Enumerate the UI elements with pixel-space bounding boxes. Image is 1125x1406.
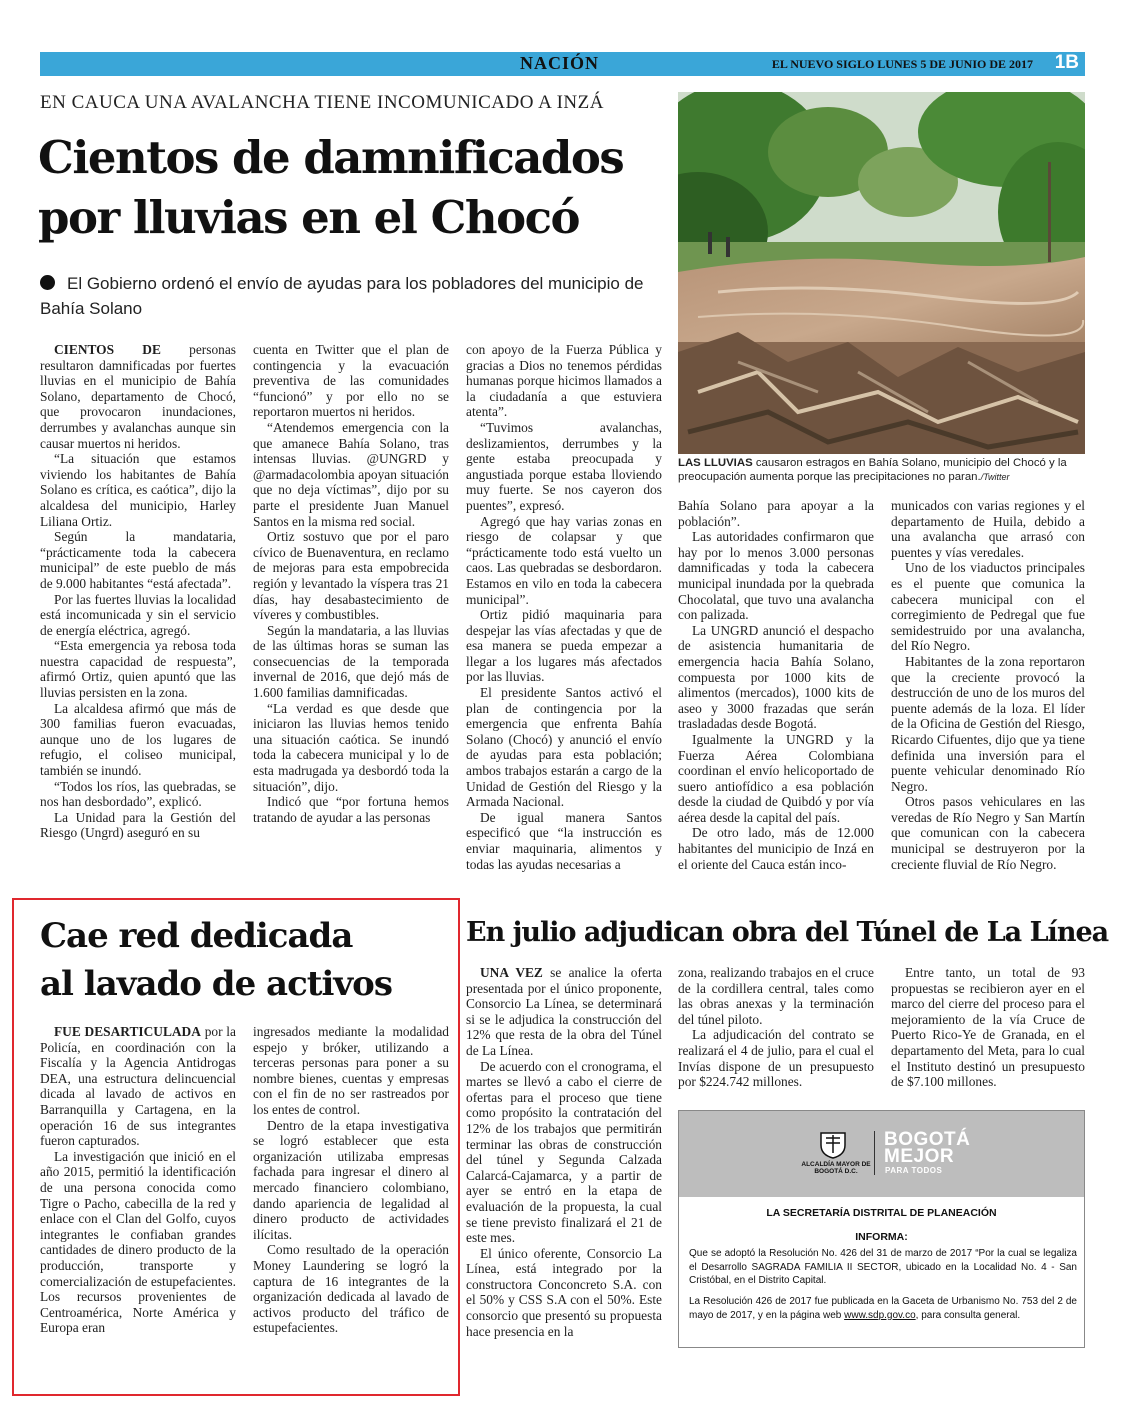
paragraph: El único oferente, Consorcio La Línea, está integrado por la constructora Conconcreto S.A. con el 50% y CSS S.A con el 50%. Este consorcio que presentó su propuesta hace presencia en la xyxy=(466,1245,662,1339)
paragraph: Entre tanto, un total de 93 propuestas se recibieron ayer en el marco del cierre del proceso para el mejoramiento de la vía Cruce de Puerto Rico-Ye de Granada, en el departamento del Meta, para lo cual el Instituto destinó un presupuesto de $7.100 millones. xyxy=(891,965,1085,1090)
story3-column-2 xyxy=(678,965,874,1095)
page-number: 1B xyxy=(1054,52,1079,73)
story3-lead-in: UNA VEZ xyxy=(480,965,543,980)
flood-photo xyxy=(678,92,1085,454)
ad-body-1: Que se adoptó la Resolución No. 426 del 31 de marzo de 2017 “Por la cual se legaliza el Desarrollo SAGRADA FAMILIA II SECTOR, ubicado en la Localidad No. 4 - San Cristóbal, en el Distrito Capital. xyxy=(689,1248,1077,1286)
paragraph: zona, realizando trabajos en el cruce de la cordillera central, tales como las obras anexas y la terminación del túnel piloto. xyxy=(678,965,874,1027)
brand-mejor: MEJOR xyxy=(884,1146,955,1167)
paragraph: Dentro de la etapa investigativa se logró establecer que esta organización utilizaba empresas fachada para ingresar el dinero al mercado financiero colombiano, dando apariencia de legalidad al dinero producto de actividades ilícitas. xyxy=(253,1117,449,1242)
paragraph: Según la mandataria, “prácticamente toda la cabecera municipal” de este pueblo de más de 9.000 habitantes “está afectada”. xyxy=(40,529,236,591)
paragraph: De acuerdo con el cronograma, el martes se llevó a cabo el cierre de ofertas para el proceso que tiene como propósito la contratación del 12% de los trabajos que permitirán terminar las obras de construcción del túnel y Segunda Calzada Calarcá-Cajamarca, y a partir de ayer se entró en la etapa de evaluación de la propuesta, la cual se tiene previsto finalizará el 21 de este mes. xyxy=(466,1058,662,1246)
main-column-2 xyxy=(253,342,449,882)
paragraph: Ortiz pidió maquinaria para despejar las vías afectadas y que de esa manera se pueda empezar a llegar a los lugares más afectados por las lluvias. xyxy=(466,607,662,685)
paragraph: La Unidad para la Gestión del Riesgo (Ungrd) aseguró en su xyxy=(40,809,236,841)
story2-headline xyxy=(40,912,440,1008)
paragraph: se analice la oferta presentada por el único proponente, Consorcio La Línea, se determinará si se le adjudica la construcción del 12% que resta de la obra del Túnel de La Línea. xyxy=(466,965,662,1058)
paragraph: “Esta emergencia ya rebosa toda nuestra capacidad de respuesta”, afirmó Ortiz, quien apuntó que las lluvias persisten en la zona. xyxy=(40,638,236,701)
main-headline-line1: Cientos de damnificados xyxy=(38,131,624,184)
paragraph: “La verdad es que desde que iniciaron las lluvias hemos tenido una situación caótica. Se inundó toda la cabecera municipal y lo de esta madrugada ya desbordó toda la situación”, dijo. xyxy=(253,700,449,794)
main-kicker: EN CAUCA UNA AVALANCHA TIENE INCOMUNICADO A INZÁ xyxy=(40,92,604,113)
paragraph: cuenta en Twitter que el plan de contingencia y la evacuación preventiva de las comunidades “funcionó” y por ello no se reportaron muertos ni heridos. xyxy=(253,342,449,420)
paragraph: El presidente Santos activó el plan de contingencia por la emergencia que enfrenta Bahía Solano (Chocó) y anunció el envío de ayudas para esta población; ambos trabajos estarán a cargo de la Unidad de Gestión del Riesgo y la Armada Nacional. xyxy=(466,685,662,810)
section-name: NACIÓN xyxy=(520,53,600,73)
ad-organization: LA SECRETARÍA DISTRITAL DE PLANEACIÓN xyxy=(766,1207,997,1219)
story2-headline-line1: Cae red dedicada xyxy=(40,916,353,956)
main-column-4 xyxy=(678,498,874,882)
logo-divider xyxy=(874,1131,875,1175)
main-headline-line2: por lluvias en el Chocó xyxy=(38,191,580,244)
ad-informa: INFORMA: xyxy=(855,1231,908,1243)
main-column-5 xyxy=(891,498,1085,882)
caption-text: causaron estragos en Bahía Solano, municipio del Chocó y la preocupación aumenta porque las precipitaciones no paran. xyxy=(678,457,1067,483)
paragraph: por la Policía, en coordinación con la Fiscalía y la Agencia Antidrogas DEA, una estructura delincuencial dicada al lavado de activos en Barranquilla y Cartagena, en la operación 16 de sus integrantes fueron capturados. xyxy=(40,1024,236,1149)
paragraph: La adjudicación del contrato se realizará el 4 de julio, para el cual el Invías dispone de un presupuesto por $224.742 millones. xyxy=(678,1027,874,1090)
paragraph: Agregó que hay varias zonas en riesgo de colapsar y que “prácticamente todo está vuelto un caos. Las quebradas se desbordaron. Estamos en vilo en toda la cabecera municipal”. xyxy=(466,513,662,607)
paragraph: La UNGRD anunció el despacho de asistencia humanitaria de emergencia hacia Bahía Solano, compuesta por 1000 kits de alimentos (mercados), 1000 kits de aseo y 3000 frazadas que serán trasladadas desde Bogotá. xyxy=(678,622,874,732)
story3-headline: En julio adjudican obra del Túnel de La Línea xyxy=(466,917,1109,948)
brand-bogota: BOGOTÁ xyxy=(884,1129,971,1150)
paragraph: Según la mandataria, a las lluvias de las últimas horas se suman las consecuencias de la temporada invernal de 2016, que dejó más de 1.600 familias damnificadas. xyxy=(253,622,449,701)
paragraph: La alcaldesa afirmó que más de 300 familias fueron evacuadas, aunque uno de los lugares de refugio, el coliseo municipal, también se inundó. xyxy=(40,700,236,779)
paragraph: “Atendemos emergencia con la que amanece Bahía Solano, tras intensas lluvias. @UNGRD y @armadacolombia apoyan situación que no deja víctimas”, dijo por su parte el presidente Juan Manuel Santos en la misma red social. xyxy=(253,419,449,529)
paragraph: personas resultaron damnificadas por fuertes lluvias en el municipio de Bahía Solano, departamento de Chocó, que provocaron inundaciones, derrumbes y avalanchas aunque sin causar muertos ni heridos. xyxy=(40,342,236,451)
ad-body-2 xyxy=(689,1295,1077,1322)
paragraph: Otros pasos vehiculares en las veredas de Río Negro y San Martín que comunican con la cabecera municipal se destruyeron por la creciente fluvial de Río Negro. xyxy=(891,794,1085,872)
paragraph: “La situación que estamos viviendo los habitantes de Bahía Solano es crítica, es caótica”, dijo la alcaldesa del municipio, Harley Liliana Ortiz. xyxy=(40,451,236,529)
paragraph: Por las fuertes lluvias la localidad está incomunicada y sin el servicio de energía eléctrica, agregó. xyxy=(40,591,236,638)
ad-website-link[interactable]: www.sdp.gov.co xyxy=(844,1309,916,1321)
paragraph: “Tuvimos avalanchas, deslizamientos, derrumbes y la gente estaba preocupada y angustiada porque estaba lloviendo muy fuerte. Se nos cayeron dos puentes”, expresó. xyxy=(466,419,662,513)
main-deck-text: El Gobierno ordenó el envío de ayudas para los pobladores del municipio de Bahía Solano xyxy=(40,274,644,318)
main-headline xyxy=(38,128,668,248)
paragraph: ingresados mediante la modalidad espejo y bróker, utilizando a terceras personas para poner a su nombre bienes, cuentas y empresas con el fin de no ser rastreados por los entes de control. xyxy=(253,1024,449,1117)
photo-caption xyxy=(678,456,1085,484)
story3-column-3 xyxy=(891,965,1085,1095)
planning-notice-ad xyxy=(678,1110,1085,1348)
paragraph: Igualmente la UNGRD y la Fuerza Aérea Colombiana coordinan el envío helicoportado de suero antiofídico a esa población desde la ciudad de Quibdó y por vía aérea desde la capital del país. xyxy=(678,731,874,825)
main-column-3 xyxy=(466,342,662,882)
ad-body-2-tail: , para consulta general. xyxy=(915,1309,1021,1321)
paragraph: Bahía Solano para apoyar a la población”. xyxy=(678,498,874,529)
alcaldia-label: ALCALDÍA MAYOR DE BOGOTÁ D.C. xyxy=(801,1161,871,1175)
paragraph: Como resultado de la operación Money Laundering se logró la captura de 16 integrantes de la organización dedicada al lavado de activos producto del tráfico de estupefacientes. xyxy=(253,1242,449,1336)
paragraph: Ortiz sostuvo que por el paro cívico de Buenaventura, en reclamo de mejoras para esta empobrecida región y levantado la víspera tras 21 días, hay desabastecimiento de víveres y combustibles. xyxy=(253,529,449,623)
ad-body-2-text: La Resolución 426 de 2017 fue publicada en la Gaceta de Urbanismo No. 753 del 2 de mayo de 2017, y en la página web xyxy=(689,1296,1077,1321)
photo-credit: /Twitter xyxy=(980,472,1010,482)
paragraph: Habitantes de la zona reportaron que la creciente provocó la destrucción de uno de los muros del puente además de la loza. El líder de la Oficina de Gestión del Riesgo, Ricardo Cifuentes, dijo que ya tiene definida una inversión para el puente vehicular denominado Río Negro. xyxy=(891,653,1085,794)
paragraph: Indicó que “por fortuna hemos tratando de ayudar a las personas xyxy=(253,794,449,825)
main-lead-in: CIENTOS DE xyxy=(54,342,161,357)
paragraph: municados con varias regiones y el departamento de Huila, debido a una avalancha que arrasó con puentes y vías veredales. xyxy=(891,498,1085,560)
paragraph: Uno de los viaductos principales es el puente que comunica la cabecera municipal con el corregimiento de Pedregal que fue semidestruido por una avalancha, del Río Negro. xyxy=(891,560,1085,654)
brand-para-todos: PARA TODOS xyxy=(885,1166,943,1175)
paragraph: La investigación que inició en el año 2015, permitió la identificación de una persona conocida como Tigre o Pacho, cabecilla de la red y enlace con el Clan del Golfo, cuyos integrantes le confiaban grandes cantidades de dinero producto de la producción, transporte y comercialización de estupefacientes. Los recursos provenientes de Centroamérica, Norte América y Europa eran xyxy=(40,1148,236,1336)
paragraph: Las autoridades confirmaron que hay por lo menos 3.000 personas damnificadas y toda la cabecera municipal inundada por la quebrada Chocolatal, que tuvo una avalancha con palizada. xyxy=(678,529,874,623)
paragraph: “Todos los ríos, las quebradas, se nos han desbordado”, explicó. xyxy=(40,778,236,810)
section-header-bar xyxy=(40,52,1085,76)
story2-headline-line2: al lavado de activos xyxy=(40,964,392,1004)
coat-of-arms-icon xyxy=(819,1129,847,1159)
bullet-icon xyxy=(40,275,55,290)
story2-lead-in: FUE DESARTICULADA xyxy=(54,1024,201,1039)
paragraph: De igual manera Santos especificó que “la instrucción es enviar maquinaria, alimentos y todas las ayudas necesarias a xyxy=(466,809,662,872)
main-column-1 xyxy=(40,342,236,882)
caption-lead-in: LAS LLUVIAS xyxy=(678,457,753,469)
story2-column-2 xyxy=(253,1024,449,1344)
paragraph: De otro lado, más de 12.000 habitantes del municipio de Inzá en el oriente del Cauca están inco- xyxy=(678,825,874,872)
story2-column-1 xyxy=(40,1024,236,1344)
ad-banner xyxy=(679,1111,1084,1197)
story3-column-1 xyxy=(466,965,662,1355)
masthead-date: EL NUEVO SIGLO LUNES 5 DE JUNIO DE 2017 xyxy=(771,57,1033,71)
paragraph: con apoyo de la Fuerza Pública y gracias a Dios no tenemos pérdidas humanas porque hicimos llamados a la ciudadanía a que estuviera atenta”. xyxy=(466,342,662,420)
main-deck xyxy=(40,271,660,321)
